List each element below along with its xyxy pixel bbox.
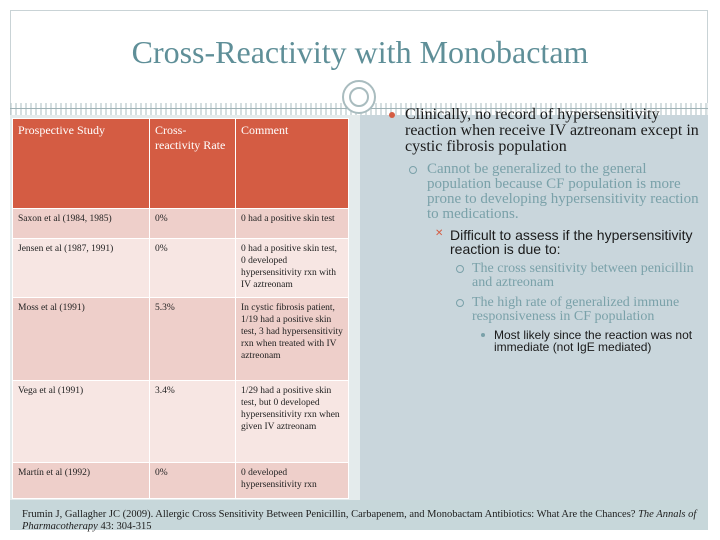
cell-study: Vega et al (1991) [13,381,150,463]
cell-study: Moss et al (1991) [13,298,150,381]
cell-study: Jensen et al (1987, 1991) [13,239,150,298]
header-cross-reactivity-rate: Cross-reactivity Rate [150,119,236,209]
bullet-text: Difficult to assess if the hypersensitivity reaction is due to: [450,227,693,257]
bullet-text: Clinically, no record of hypersensitivity reaction when receive IV aztreonam except in cystic fibrosis population [405,106,699,155]
cell-rate: 3.4% [150,381,236,463]
table-row [13,381,349,463]
bullet-level-4 [385,262,703,290]
header-prospective-study: Prospective Study [13,119,150,209]
bullet-ring-icon [409,166,417,174]
bullet-level-1 [385,107,703,155]
table-header-row [13,119,349,209]
cell-comment: 0 developed hypersensitivity rxn [236,463,349,499]
cell-study: Martín et al (1992) [13,463,150,499]
bullet-level-3 [385,228,703,256]
cell-rate: 0% [150,209,236,239]
circle-ornament-icon [342,80,376,114]
cell-rate: 0% [150,463,236,499]
study-table [12,118,349,499]
table-row [13,298,349,381]
table-row [13,209,349,239]
cell-rate: 5.3% [150,298,236,381]
bullet-text: The cross sensitivity between penicillin and aztreonam [472,261,694,290]
citation-volume: 43: 304-315 [100,521,152,532]
bullet-level-2 [385,162,703,222]
bullet-level-5 [385,329,703,353]
bullet-list [385,107,703,353]
cell-comment: In cystic fibrosis patient, 1/19 had a positive skin test, 3 had hypersensitivity rxn when treated with IV aztreonam [236,298,349,381]
header-comment: Comment [236,119,349,209]
cell-study: Saxon et al (1984, 1985) [13,209,150,239]
bullet-dot-icon [389,112,395,118]
bullet-text: The high rate of generalized immune responsiveness in CF population [472,295,680,324]
citation-text: Frumin J, Gallagher JC (2009). Allergic Cross Sensitivity Between Penicillin, Carbapenem, and Monobactam Antibiotics: What Are the Chances? [22,509,636,520]
table-row [13,239,349,298]
bullet-dot-icon [481,333,485,337]
bullet-text: Most likely since the reaction was not immediate (not IgE mediated) [494,328,693,354]
bullet-text: Cannot be generalized to the general population because CF population is more prone to developing hypersensitivity reaction to medications. [427,161,699,222]
citation [22,509,702,533]
cell-comment: 0 had a positive skin test [236,209,349,239]
citation-journal: The Annals of Pharmacotherapy [22,509,697,532]
table-row [13,463,349,499]
cell-comment: 0 had a positive skin test, 0 developed hypersensitivity rxn with IV aztreonam [236,239,349,298]
cell-comment: 1/29 had a positive skin test, but 0 developed hypersensitivity rxn when given IV aztreonam [236,381,349,463]
bullet-ring-icon [456,265,464,273]
bullet-level-4 [385,296,703,324]
slide-title: Cross-Reactivity with Monobactam [131,34,589,70]
bullet-ring-icon [456,299,464,307]
bullet-x-icon: ✕ [435,228,444,239]
cell-rate: 0% [150,239,236,298]
